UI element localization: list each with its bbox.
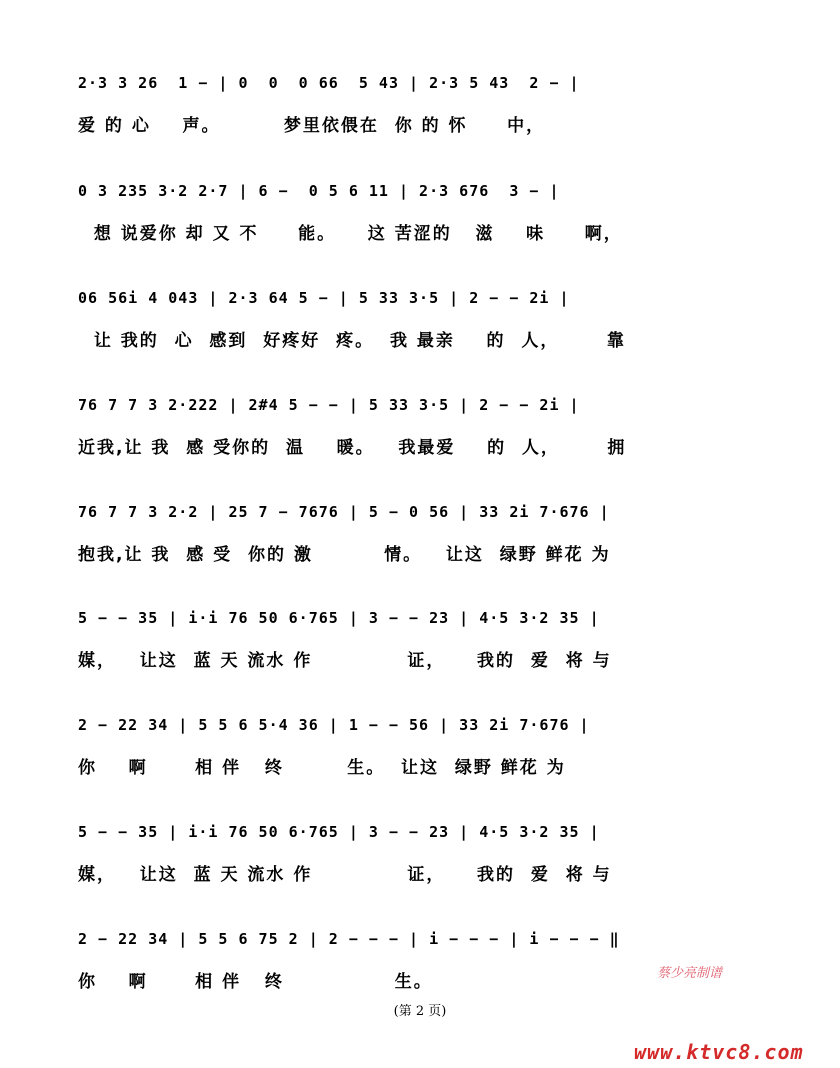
notation-line: 0 3 235 3·2 2·7 | 6 − 0 5 6 11 | 2·3 676 3 − |	[78, 182, 560, 200]
lyrics-line: 你 啊 相 伴 终 生。 让这 绿野 鲜花 为	[78, 758, 566, 778]
notation-line: 5 − − 35 | i·i 76 50 6·765 | 3 − − 23 | 4·5 3·2 35 |	[78, 609, 600, 627]
lyrics-line: 媒， 让这 蓝 天 流水 作 证， 我的 爱 将 与	[78, 865, 612, 885]
notation-line: 5 − − 35 | i·i 76 50 6·765 | 3 − − 23 | 4·5 3·2 35 |	[78, 823, 600, 841]
notation-line: 06 56i 4 043 | 2·3 64 5 − | 5 33 3·5 | 2 − − 2i |	[78, 289, 570, 307]
lyrics-line: 近我,让 我 感 受你的 温 暖。 我最爱 的 人， 拥	[78, 438, 627, 458]
notation-line: 76 7 7 3 2·222 | 2#4 5 − − | 5 33 3·5 | 2 − − 2i |	[78, 396, 580, 414]
notation-line: 2 − 22 34 | 5 5 6 75 2 | 2 − − − | i − − − | i − − − ‖	[78, 930, 620, 948]
lyrics-line: 让 我的 心 感到 好疼好 疼。 我 最亲 的 人， 靠	[78, 331, 626, 351]
lyrics-line: 媒， 让这 蓝 天 流水 作 证， 我的 爱 将 与	[78, 651, 612, 671]
transcriber-credit: 蔡少亮制谱	[657, 966, 723, 981]
lyrics-line: 爱 的 心 声。 梦里依偎在 你 的 怀 中，	[78, 116, 546, 136]
lyrics-line: 抱我,让 我 感 受 你的 激 情。 让这 绿野 鲜花 为	[78, 545, 611, 565]
lyrics-line: 想 说爱你 却 又 不 能。 这 苦涩的 滋 味 啊，	[78, 224, 623, 244]
notation-line: 76 7 7 3 2·2 | 25 7 − 7676 | 5 − 0 56 | 33 2i 7·676 |	[78, 503, 610, 521]
page-number: (第 2 页)	[393, 1004, 447, 1019]
lyrics-line: 你 啊 相 伴 终 生。	[78, 972, 433, 992]
notation-line: 2·3 3 26 1 − | 0 0 0 66 5 43 | 2·3 5 43 2 − |	[78, 74, 580, 92]
website-watermark: www.ktvc8.com	[634, 1040, 804, 1064]
notation-line: 2 − 22 34 | 5 5 6 5·4 36 | 1 − − 56 | 33 2i 7·676 |	[78, 716, 590, 734]
